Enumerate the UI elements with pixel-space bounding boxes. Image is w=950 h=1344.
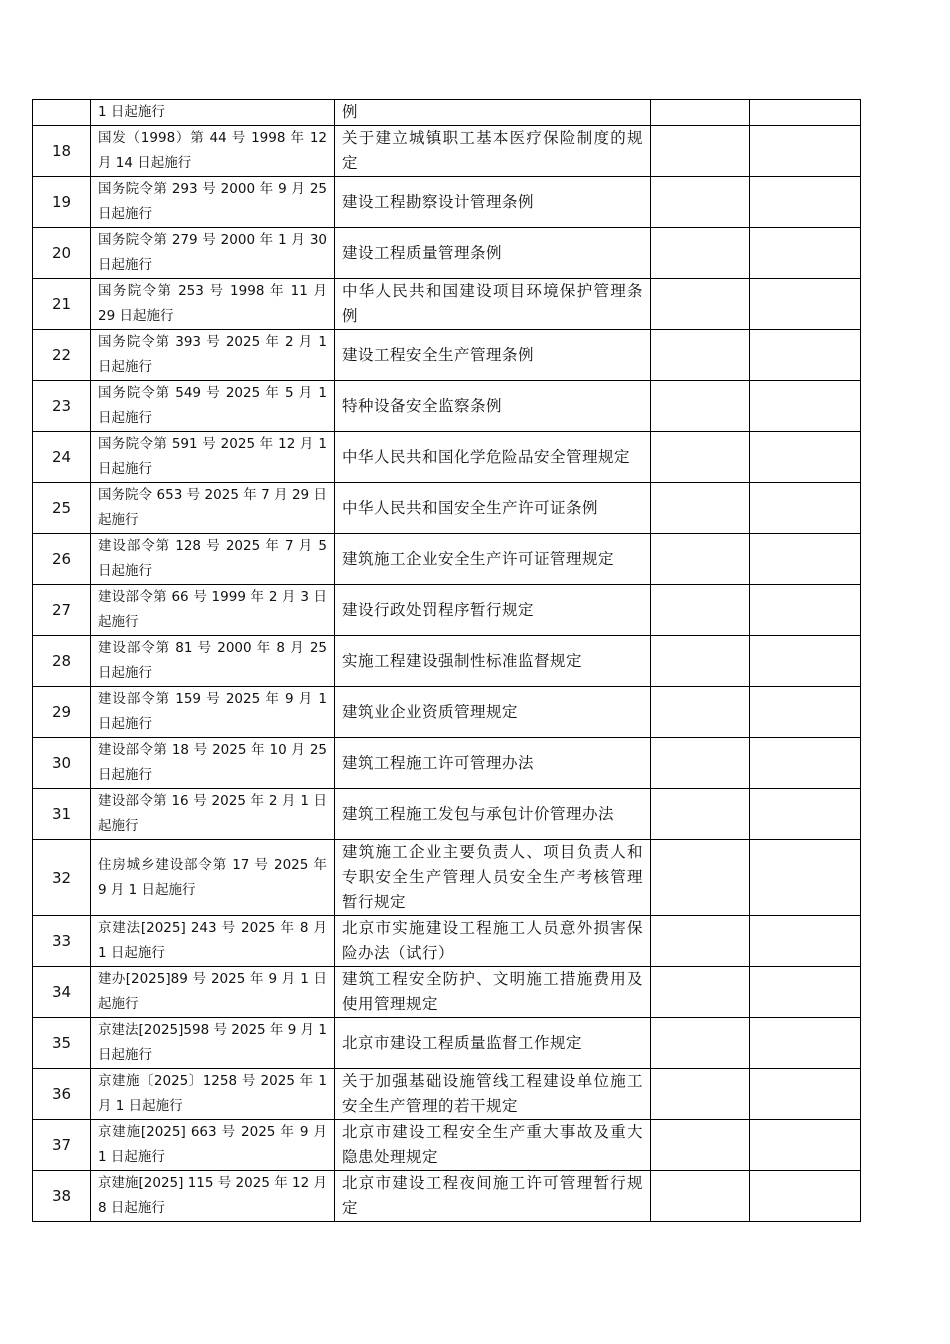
document-number: 京建施[2025] 663 号 2025 年 9 月 1 日起施行 — [91, 1120, 335, 1171]
row-number: 22 — [33, 330, 91, 381]
empty-cell — [651, 228, 750, 279]
regulation-name: 中华人民共和国建设项目环境保护管理条例 — [335, 279, 651, 330]
row-number: 21 — [33, 279, 91, 330]
table-row — [33, 1069, 861, 1120]
table-row — [33, 1018, 861, 1069]
table-row — [33, 100, 861, 126]
document-number: 国务院令第 279 号 2000 年 1 月 30 日起施行 — [91, 228, 335, 279]
row-number: 30 — [33, 738, 91, 789]
regulations-table — [32, 99, 861, 1222]
empty-cell — [651, 381, 750, 432]
empty-cell — [750, 1018, 861, 1069]
row-number: 27 — [33, 585, 91, 636]
empty-cell — [651, 967, 750, 1018]
row-number: 33 — [33, 916, 91, 967]
document-number: 国务院令第 393 号 2025 年 2 月 1 日起施行 — [91, 330, 335, 381]
regulation-name: 北京市建设工程质量监督工作规定 — [335, 1018, 651, 1069]
regulation-name: 建筑施工企业主要负责人、项目负责人和专职安全生产管理人员安全生产考核管理暂行规定 — [335, 840, 651, 916]
empty-cell — [750, 279, 861, 330]
empty-cell — [651, 687, 750, 738]
regulation-name: 建设行政处罚程序暂行规定 — [335, 585, 651, 636]
document-number: 国务院令第 253 号 1998 年 11 月 29 日起施行 — [91, 279, 335, 330]
empty-cell — [651, 483, 750, 534]
table-row — [33, 126, 861, 177]
empty-cell — [750, 126, 861, 177]
empty-cell — [651, 916, 750, 967]
empty-cell — [750, 177, 861, 228]
regulation-name: 关于加强基础设施管线工程建设单位施工安全生产管理的若干规定 — [335, 1069, 651, 1120]
table-row — [33, 636, 861, 687]
row-number: 19 — [33, 177, 91, 228]
regulation-name: 北京市建设工程安全生产重大事故及重大隐患处理规定 — [335, 1120, 651, 1171]
document-number: 建设部令第 18 号 2025 年 10 月 25 日起施行 — [91, 738, 335, 789]
empty-cell — [750, 738, 861, 789]
table-row — [33, 738, 861, 789]
row-number: 31 — [33, 789, 91, 840]
regulation-name: 关于建立城镇职工基本医疗保险制度的规定 — [335, 126, 651, 177]
row-number: 23 — [33, 381, 91, 432]
table-row — [33, 1120, 861, 1171]
regulation-name: 实施工程建设强制性标准监督规定 — [335, 636, 651, 687]
document-number: 建设部令第 128 号 2025 年 7 月 5 日起施行 — [91, 534, 335, 585]
empty-cell — [651, 279, 750, 330]
table-row — [33, 840, 861, 916]
empty-cell — [750, 381, 861, 432]
regulation-name: 建筑工程安全防护、文明施工措施费用及使用管理规定 — [335, 967, 651, 1018]
document-number: 国务院令第 549 号 2025 年 5 月 1 日起施行 — [91, 381, 335, 432]
document-number: 住房城乡建设部令第 17 号 2025 年 9 月 1 日起施行 — [91, 840, 335, 916]
document-number: 建设部令第 81 号 2000 年 8 月 25 日起施行 — [91, 636, 335, 687]
regulation-name: 建设工程安全生产管理条例 — [335, 330, 651, 381]
regulation-name: 中华人民共和国化学危险品安全管理规定 — [335, 432, 651, 483]
row-number: 32 — [33, 840, 91, 916]
regulation-name: 特种设备安全监察条例 — [335, 381, 651, 432]
document-number: 京建施[2025] 115 号 2025 年 12 月 8 日起施行 — [91, 1171, 335, 1222]
row-number: 20 — [33, 228, 91, 279]
row-number: 29 — [33, 687, 91, 738]
empty-cell — [651, 636, 750, 687]
empty-cell — [750, 228, 861, 279]
empty-cell — [750, 1171, 861, 1222]
document-number: 建设部令第 16 号 2025 年 2 月 1 日起施行 — [91, 789, 335, 840]
table-row — [33, 483, 861, 534]
row-number: 25 — [33, 483, 91, 534]
document-number: 京建法[2025]598 号 2025 年 9 月 1 日起施行 — [91, 1018, 335, 1069]
document-number: 京建法[2025] 243 号 2025 年 8 月 1 日起施行 — [91, 916, 335, 967]
regulation-name: 建筑业企业资质管理规定 — [335, 687, 651, 738]
empty-cell — [651, 177, 750, 228]
empty-cell — [651, 789, 750, 840]
table-row — [33, 228, 861, 279]
empty-cell — [750, 534, 861, 585]
empty-cell — [750, 585, 861, 636]
empty-cell — [750, 483, 861, 534]
row-number: 37 — [33, 1120, 91, 1171]
table-row — [33, 432, 861, 483]
table-row — [33, 381, 861, 432]
empty-cell — [750, 916, 861, 967]
empty-cell — [651, 1069, 750, 1120]
table-row — [33, 1171, 861, 1222]
regulation-name: 建筑工程施工发包与承包计价管理办法 — [335, 789, 651, 840]
table-row — [33, 687, 861, 738]
document-number: 京建施〔2025〕1258 号 2025 年 1 月 1 日起施行 — [91, 1069, 335, 1120]
empty-cell — [750, 687, 861, 738]
row-number: 36 — [33, 1069, 91, 1120]
table-row — [33, 967, 861, 1018]
table-row — [33, 916, 861, 967]
document-number: 建设部令第 159 号 2025 年 9 月 1 日起施行 — [91, 687, 335, 738]
regulation-name: 北京市实施建设工程施工人员意外损害保险办法（试行） — [335, 916, 651, 967]
empty-cell — [651, 534, 750, 585]
empty-cell — [750, 100, 861, 126]
row-number: 28 — [33, 636, 91, 687]
regulation-name: 建筑工程施工许可管理办法 — [335, 738, 651, 789]
regulation-name: 例 — [335, 100, 651, 126]
empty-cell — [750, 967, 861, 1018]
empty-cell — [750, 840, 861, 916]
regulation-name: 北京市建设工程夜间施工许可管理暂行规定 — [335, 1171, 651, 1222]
document-number: 建设部令第 66 号 1999 年 2 月 3 日起施行 — [91, 585, 335, 636]
empty-cell — [750, 636, 861, 687]
empty-cell — [750, 789, 861, 840]
empty-cell — [750, 330, 861, 381]
regulation-name: 建筑施工企业安全生产许可证管理规定 — [335, 534, 651, 585]
regulation-name: 建设工程勘察设计管理条例 — [335, 177, 651, 228]
empty-cell — [651, 1171, 750, 1222]
row-number: 38 — [33, 1171, 91, 1222]
empty-cell — [651, 1018, 750, 1069]
row-number: 18 — [33, 126, 91, 177]
regulation-name: 中华人民共和国安全生产许可证条例 — [335, 483, 651, 534]
empty-cell — [651, 738, 750, 789]
table-row — [33, 585, 861, 636]
row-number: 35 — [33, 1018, 91, 1069]
empty-cell — [651, 432, 750, 483]
empty-cell — [651, 330, 750, 381]
empty-cell — [750, 1120, 861, 1171]
document-number: 国务院令第 591 号 2025 年 12 月 1 日起施行 — [91, 432, 335, 483]
table-row — [33, 279, 861, 330]
document-number: 国务院令第 293 号 2000 年 9 月 25 日起施行 — [91, 177, 335, 228]
row-number — [33, 100, 91, 126]
table-row — [33, 534, 861, 585]
table-row — [33, 330, 861, 381]
row-number: 26 — [33, 534, 91, 585]
empty-cell — [750, 432, 861, 483]
empty-cell — [651, 840, 750, 916]
document-number: 国务院令 653 号 2025 年 7 月 29 日起施行 — [91, 483, 335, 534]
row-number: 24 — [33, 432, 91, 483]
row-number: 34 — [33, 967, 91, 1018]
empty-cell — [651, 100, 750, 126]
table-row — [33, 789, 861, 840]
empty-cell — [651, 585, 750, 636]
regulation-name: 建设工程质量管理条例 — [335, 228, 651, 279]
document-number: 1 日起施行 — [91, 100, 335, 126]
empty-cell — [750, 1069, 861, 1120]
empty-cell — [651, 1120, 750, 1171]
document-number: 建办[2025]89 号 2025 年 9 月 1 日起施行 — [91, 967, 335, 1018]
empty-cell — [651, 126, 750, 177]
table-row — [33, 177, 861, 228]
document-number: 国发（1998）第 44 号 1998 年 12 月 14 日起施行 — [91, 126, 335, 177]
